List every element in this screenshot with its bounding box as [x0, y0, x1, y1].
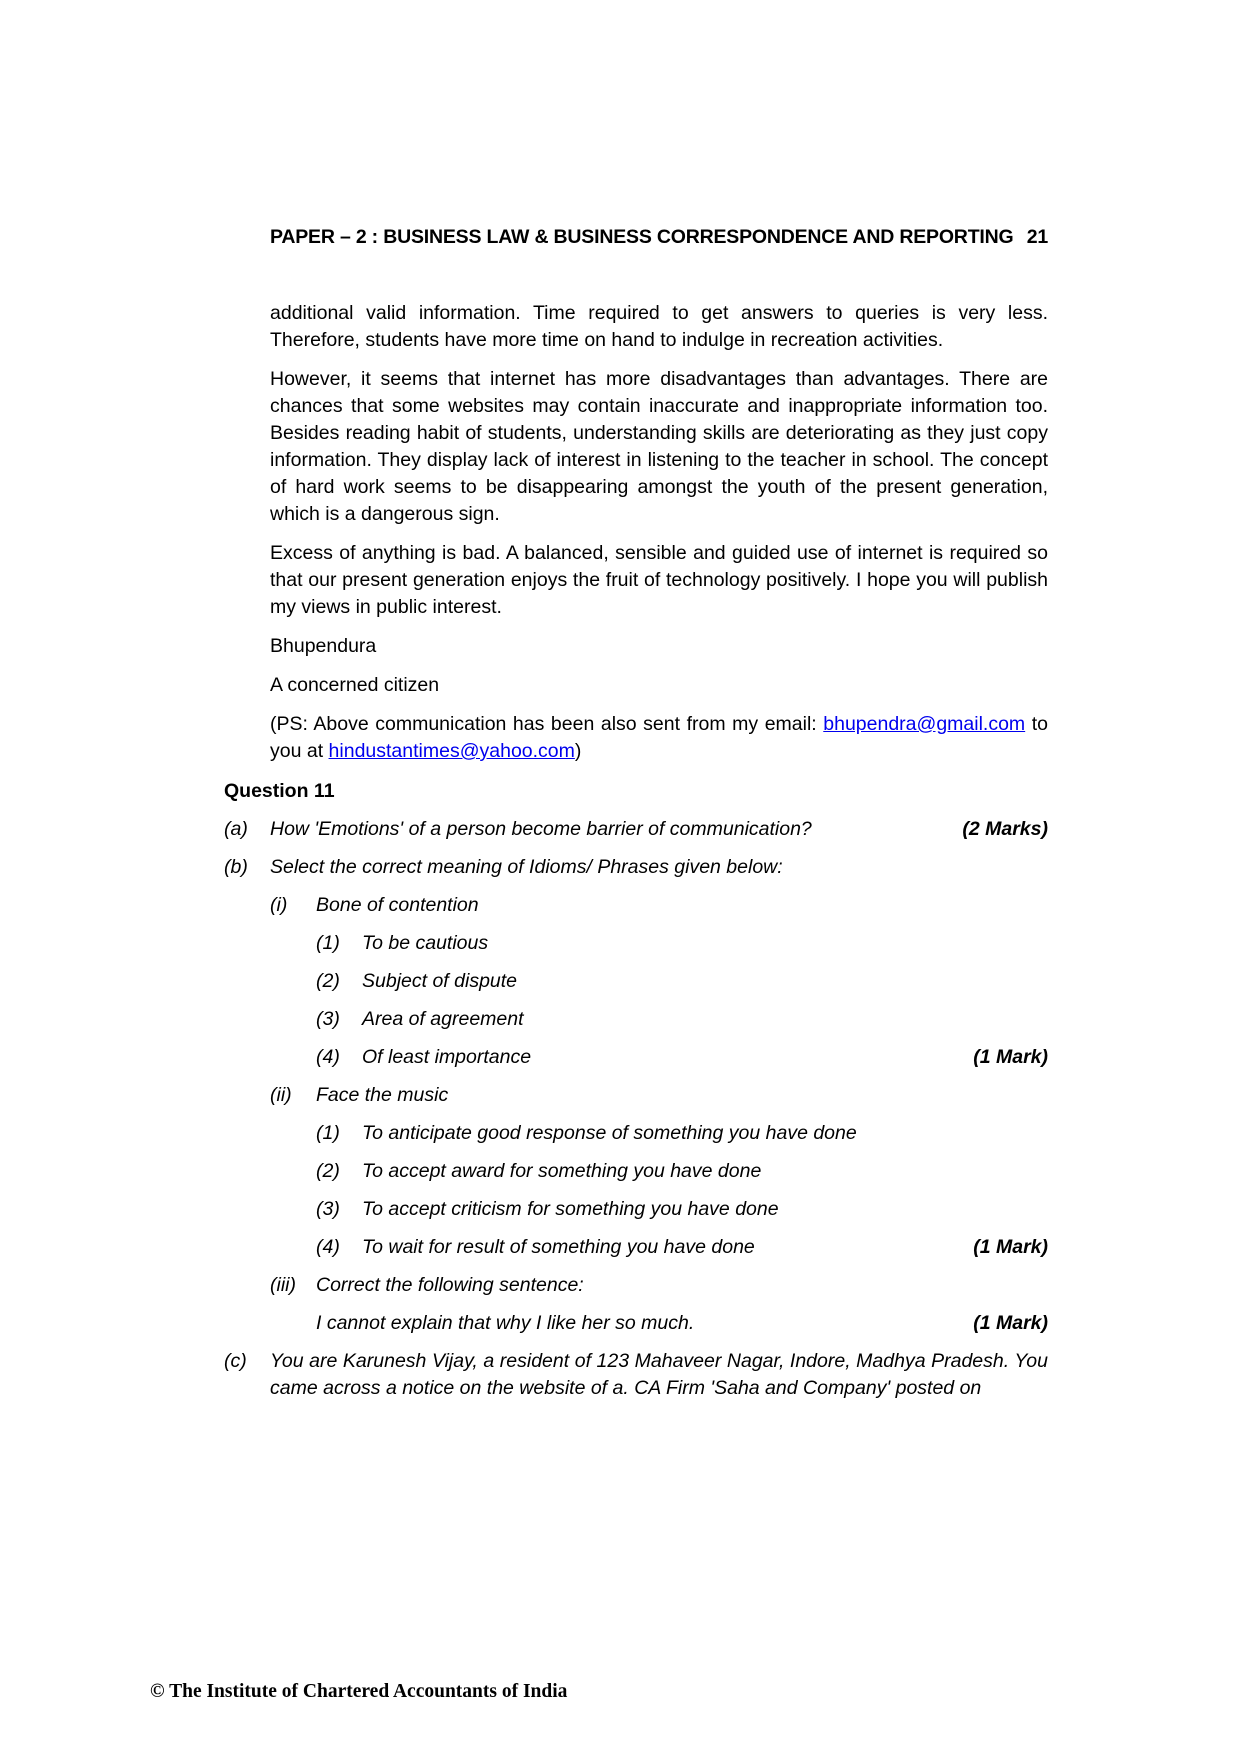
option-item [316, 968, 1048, 995]
question-c-text: You are Karunesh Vijay, a resident of 123 Mahaveer Nagar, Indore, Madhya Pradesh. You came across a notice on the website of a. CA Firm 'Saha and Company' posted on [270, 1350, 1048, 1399]
page-content [224, 300, 1048, 1413]
option-item [316, 1196, 1048, 1223]
question-b-i [270, 892, 1048, 919]
paper-title: PAPER – 2 : BUSINESS LAW & BUSINESS CORRESPONDENCE AND REPORTING [270, 226, 1014, 248]
option-item [316, 1120, 1048, 1147]
option-item [316, 1158, 1048, 1185]
option-text: To wait for result of something you have done [362, 1236, 755, 1258]
option-text: Of least importance [362, 1046, 532, 1068]
question-b-label: (b) [224, 856, 248, 878]
question-b-i-marks: (1 Mark) [973, 1046, 1048, 1068]
question-b-iii [270, 1272, 1048, 1299]
question-c [224, 1348, 1048, 1402]
ps-suffix: ) [574, 740, 582, 762]
question-b-i-label: (i) [270, 894, 288, 916]
option-label: (2) [316, 970, 340, 992]
question-b-text: Select the correct meaning of Idioms/ Phrases given below: [270, 856, 783, 878]
option-item [316, 1044, 1048, 1071]
option-item [316, 1006, 1048, 1033]
question-b-i-text: Bone of contention [316, 894, 479, 916]
option-label: (3) [316, 1198, 340, 1220]
option-text: Subject of dispute [362, 970, 518, 992]
question-b-iii-marks: (1 Mark) [973, 1312, 1048, 1334]
letter-paragraph-1: additional valid information. Time required to get answers to queries is very less. Therefore, students have more time on hand to indulge in recreation activities. [270, 302, 1048, 351]
option-text: To be cautious [362, 932, 489, 954]
question-b-ii-text: Face the music [316, 1084, 449, 1106]
question-b-iii-label: (iii) [270, 1274, 296, 1296]
email-link-to[interactable]: hindustantimes@yahoo.com [328, 740, 575, 762]
footer-copyright: © The Institute of Chartered Accountants of India [150, 1681, 568, 1702]
option-label: (1) [316, 1122, 340, 1144]
option-text: Area of agreement [362, 1008, 524, 1030]
question-b-ii-marks: (1 Mark) [973, 1236, 1048, 1258]
page-header [270, 226, 1048, 249]
question-c-label: (c) [224, 1350, 247, 1372]
option-label: (2) [316, 1160, 340, 1182]
signature-name: Bhupendura [270, 635, 377, 657]
option-text: To anticipate good response of something you have done [362, 1122, 857, 1144]
option-label: (3) [316, 1008, 340, 1030]
question-a-text: How 'Emotions' of a person become barrier of communication? [270, 818, 812, 840]
question-a-marks: (2 Marks) [962, 818, 1048, 840]
page-number: 21 [1026, 226, 1048, 248]
question-b-ii-label: (ii) [270, 1084, 292, 1106]
question-b-iii-sentence: I cannot explain that why I like her so much. [316, 1312, 695, 1334]
ps-prefix: (PS: Above communication has been also sent from my email: [270, 713, 824, 735]
question-a-label: (a) [224, 818, 248, 840]
letter-paragraph-2: However, it seems that internet has more disadvantages than advantages. There are chances that some websites may contain inaccurate and inappropriate information too. Besides reading habit of students, understanding skills are deteriorating as they just copy information. They display lack of interest in listening to the teacher in school. The concept of hard work seems to be disappearing amongst the youth of the present generation, which is a dangerous sign. [270, 368, 1048, 525]
signature-title: A concerned citizen [270, 674, 440, 696]
postscript [270, 711, 1048, 765]
option-item [316, 1234, 1048, 1261]
question-b [224, 854, 1048, 881]
letter-paragraph-3: Excess of anything is bad. A balanced, sensible and guided use of internet is required so that our present generation enjoys the fruit of technology positively. I hope you will publish my views in public interest. [270, 542, 1048, 618]
question-a [224, 816, 1048, 843]
ps-middle: to you at [270, 713, 1048, 762]
option-label: (4) [316, 1236, 340, 1258]
option-item [316, 930, 1048, 957]
question-title: Question 11 [224, 780, 335, 802]
option-text: To accept award for something you have done [362, 1160, 762, 1182]
question-b-iii-text: Correct the following sentence: [316, 1274, 584, 1296]
option-text: To accept criticism for something you have done [362, 1198, 779, 1220]
question-b-ii [270, 1082, 1048, 1109]
option-label: (1) [316, 932, 340, 954]
option-label: (4) [316, 1046, 340, 1068]
question-b-iii-sentence-row [316, 1310, 1048, 1337]
email-link-from[interactable]: bhupendra@gmail.com [823, 713, 1026, 735]
